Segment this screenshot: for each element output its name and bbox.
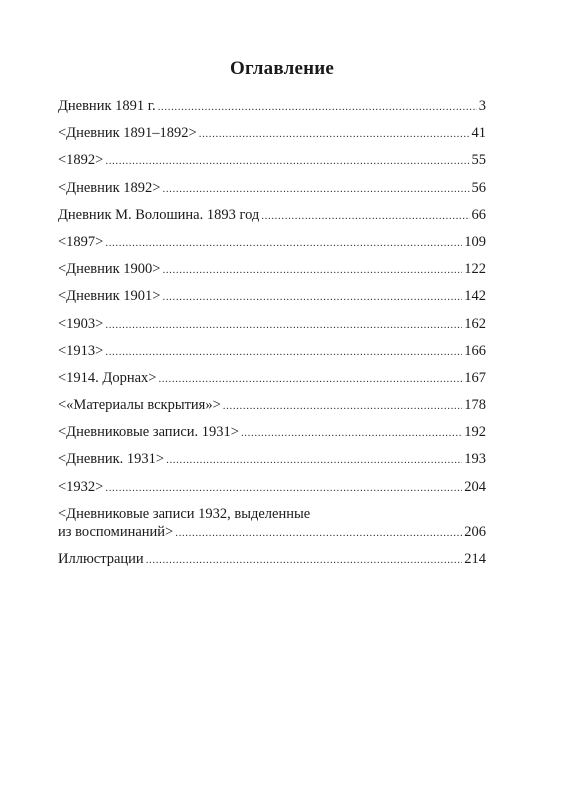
toc-entry[interactable] xyxy=(58,206,486,233)
toc-entry-label: <1897> xyxy=(58,233,104,250)
dot-leader xyxy=(166,451,462,469)
toc-page-number: 66 xyxy=(471,206,486,223)
toc-page-number: 178 xyxy=(464,397,486,414)
dot-leader xyxy=(162,180,469,198)
toc-entry[interactable] xyxy=(58,550,486,577)
toc-entry[interactable] xyxy=(58,478,486,505)
dot-leader xyxy=(105,479,462,497)
toc-entry-label: <Дневник. 1931> xyxy=(58,451,165,468)
toc-entry-label: <1932> xyxy=(58,478,104,495)
toc-entry-label: из воспоминаний> xyxy=(58,523,174,540)
toc-page-number: 162 xyxy=(464,315,486,332)
toc-entry-label: Иллюстрации xyxy=(58,550,144,567)
toc-entry[interactable] xyxy=(58,396,486,423)
dot-leader xyxy=(158,98,477,116)
toc-page-number: 41 xyxy=(471,125,486,142)
dot-leader xyxy=(105,152,469,170)
toc-entry-label: <1914. Дорнах> xyxy=(58,369,157,386)
dot-leader xyxy=(175,524,462,542)
toc-entry[interactable] xyxy=(58,315,486,342)
toc-page-number: 3 xyxy=(478,98,486,114)
toc-page-number: 214 xyxy=(464,550,486,567)
dot-leader xyxy=(199,125,470,143)
toc-entry-label: <Дневник 1892> xyxy=(58,179,161,196)
dot-leader xyxy=(162,261,462,279)
toc-entry-label: Дневник 1891 г. xyxy=(58,98,156,114)
dot-leader xyxy=(158,370,462,388)
toc-page-number: 56 xyxy=(471,179,486,196)
toc-page-number: 109 xyxy=(464,233,486,250)
toc-entry[interactable] xyxy=(58,260,486,287)
toc-entry[interactable] xyxy=(58,124,486,151)
toc-entry-label: <Дневник 1900> xyxy=(58,261,161,278)
toc-entry-label: Дневник М. Волошина. 1893 год xyxy=(58,206,260,223)
dot-leader xyxy=(261,207,469,225)
toc-page-number: 167 xyxy=(464,369,486,386)
toc-entry-label: <1913> xyxy=(58,342,104,359)
toc-page-number: 206 xyxy=(464,523,486,540)
toc-entry[interactable] xyxy=(58,97,486,124)
toc-entry[interactable] xyxy=(58,450,486,477)
toc-entry[interactable] xyxy=(58,287,486,314)
toc-entry[interactable] xyxy=(58,233,486,260)
dot-leader xyxy=(146,551,463,569)
toc-page-number: 166 xyxy=(464,342,486,359)
toc-entry-label: <Дневник 1901> xyxy=(58,288,161,305)
toc-entry[interactable] xyxy=(58,505,486,550)
dot-leader xyxy=(105,234,462,252)
toc-entry[interactable] xyxy=(58,423,486,450)
table-of-contents xyxy=(58,97,486,577)
toc-entry-label: <Дневниковые записи. 1931> xyxy=(58,424,239,441)
dot-leader xyxy=(223,397,462,415)
toc-entry[interactable] xyxy=(58,342,486,369)
toc-entry-label: <1903> xyxy=(58,315,104,332)
toc-entry[interactable] xyxy=(58,369,486,396)
toc-page-number: 193 xyxy=(464,451,486,468)
toc-entry-label-line1: <Дневниковые записи 1932, выделенные xyxy=(58,505,311,522)
dot-leader xyxy=(162,288,462,306)
toc-entry-label: <1892> xyxy=(58,152,104,169)
toc-page-number: 142 xyxy=(464,288,486,305)
dot-leader xyxy=(105,316,462,334)
dot-leader xyxy=(241,424,462,442)
toc-entry[interactable] xyxy=(58,151,486,178)
toc-entry-label: <«Материалы вскрытия»> xyxy=(58,397,221,414)
toc-entry[interactable] xyxy=(58,179,486,206)
toc-page-number: 192 xyxy=(464,424,486,441)
toc-page-number: 204 xyxy=(464,478,486,495)
toc-page-number: 55 xyxy=(471,152,486,169)
toc-page-number: 122 xyxy=(464,261,486,278)
toc-entry-label: <Дневник 1891–1892> xyxy=(58,125,197,142)
page-title: Оглавление xyxy=(229,58,335,79)
dot-leader xyxy=(105,343,462,361)
